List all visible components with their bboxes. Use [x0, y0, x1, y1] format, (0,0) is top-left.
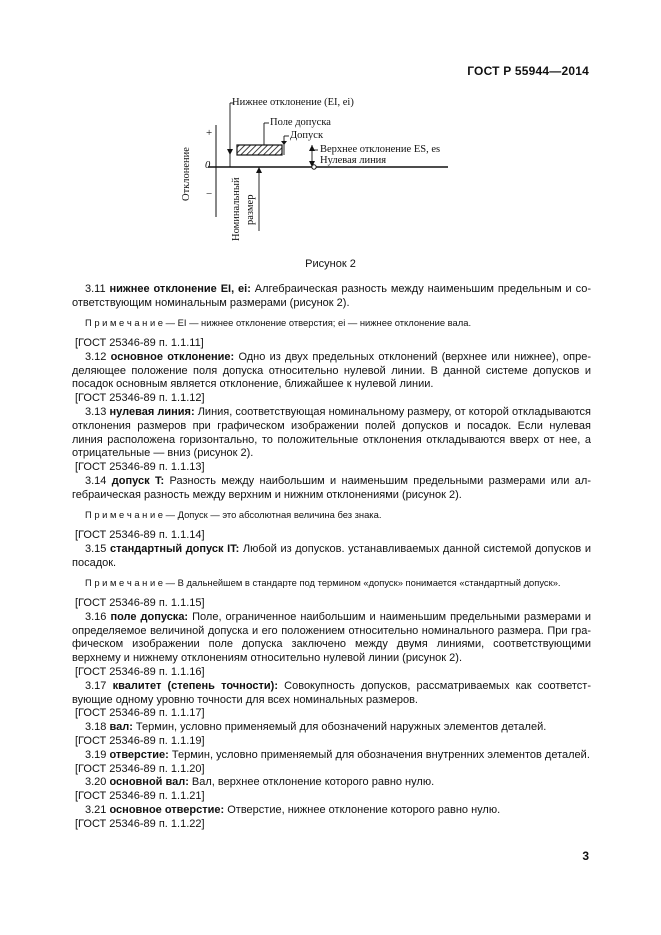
reference-text: [ГОСТ 25346-89 п. 1.1.14] — [75, 529, 205, 542]
note-label: П р и м е ч а н и е — [85, 508, 164, 520]
zero-line-label: Нулевая линия — [320, 155, 387, 166]
reference-text: [ГОСТ 25346-89 п. 1.1.17] — [75, 707, 205, 720]
diagram-lines — [172, 93, 462, 243]
tolerance-zone-rect — [237, 145, 282, 155]
reference-line — [72, 818, 591, 832]
term-definition: Любой из допусков. устанавливаемых данной системой допусков и посадок. — [72, 542, 591, 569]
term-paragraph — [72, 804, 591, 818]
term-definition: Отверстие, нижнее отклонение которого равно нулю. — [224, 804, 501, 816]
reference-text: [ГОСТ 25346-89 п. 1.1.11] — [75, 337, 204, 350]
term-number: 3.11 — [85, 283, 106, 295]
plus-sign: + — [206, 127, 213, 139]
term-paragraph — [72, 611, 591, 666]
term-definition: Одно из двух предельных отклонений (верхнее или нижнее), определяющее положение поля допуска относительно нулевой линии. В данной системе допусков и посадок основным является отклонение, ближайшее к нулевой линии. — [72, 350, 591, 391]
figure-caption: Рисунок 2 — [305, 258, 356, 270]
term-number: 3.16 — [85, 610, 107, 623]
term-number: 3.20 — [85, 776, 107, 789]
term-number: 3.14 — [85, 475, 107, 488]
reference-line — [72, 597, 591, 611]
note-paragraph — [72, 577, 591, 590]
upper-deviation-label: Верхнее отклонение ES, es — [320, 144, 441, 155]
term-name: основное отклонение: — [110, 350, 235, 363]
term-name: допуск T: — [111, 475, 165, 488]
reference-text: [ГОСТ 25346-89 п. 1.1.16] — [75, 666, 205, 679]
term-definition: Термин, условно применяемый для обозначения внутренних элементов деталей. — [168, 748, 590, 761]
tolerance-zone-label: Поле допуска — [270, 117, 331, 128]
reference-text: [ГОСТ 25346-89 п. 1.1.22] — [75, 817, 205, 830]
term-name: нижнее отклонение EI, ei: — [109, 283, 251, 295]
term-name: стандартный допуск IT: — [110, 542, 240, 555]
nominal-size-label-1: Номинальный — [231, 177, 242, 241]
term-paragraph — [72, 475, 591, 503]
reference-text: [ГОСТ 25346-89 п. 1.1.13] — [75, 461, 205, 474]
reference-line — [72, 461, 591, 475]
term-paragraph — [72, 721, 591, 735]
term-number: 3.13 — [85, 406, 107, 419]
note-text: — Допуск — это абсолютная величина без знака. — [163, 508, 382, 520]
reference-line — [72, 707, 591, 721]
reference-text: [ГОСТ 25346-89 п. 1.1.12] — [75, 392, 205, 405]
term-number: 3.15 — [85, 542, 107, 555]
reference-line — [72, 735, 591, 749]
page-number: 3 — [582, 849, 589, 863]
term-name: основное отверстие: — [109, 804, 225, 816]
document-header: ГОСТ Р 55944—2014 — [467, 64, 589, 78]
term-paragraph — [72, 749, 591, 763]
term-definition: Вал, верхнее отклонение которого равно нулю. — [188, 776, 435, 789]
lower-deviation-label: Нижнее отклонение (EI, ei) — [232, 97, 354, 108]
term-number: 3.19 — [85, 748, 107, 761]
nominal-size-label-2: размер — [245, 194, 256, 225]
term-paragraph — [72, 406, 591, 461]
term-number: 3.12 — [85, 350, 107, 363]
reference-line — [72, 790, 591, 804]
note-label: П р и м е ч а н и е — [85, 316, 164, 328]
term-name: отверстие: — [109, 748, 169, 761]
term-name: основной вал: — [109, 776, 189, 789]
reference-text: [ГОСТ 25346-89 п. 1.1.20] — [75, 762, 205, 775]
term-number: 3.18 — [85, 721, 107, 734]
term-definition: Алгебраическая разность между наименьшим предельным и соответствующим номинальным размерами (рисунок 2). — [72, 283, 592, 309]
tolerance-diagram — [172, 93, 462, 243]
reference-line — [72, 529, 591, 543]
note-paragraph — [72, 509, 591, 522]
note-text: — EI — нижнее отклонение отверстия; ei — нижнее отклонение вала. — [163, 316, 472, 328]
term-name: нулевая линия: — [109, 406, 195, 419]
reference-line — [72, 392, 591, 406]
term-number: 3.17 — [85, 679, 107, 692]
term-name: вал: — [109, 721, 133, 734]
tolerance-label: Допуск — [290, 130, 324, 141]
reference-line — [72, 337, 591, 351]
term-definition: Термин, условно применяемый для обозначений наружных элементов деталей. — [132, 721, 547, 734]
term-name: квалитет (степень точности): — [112, 679, 278, 692]
term-paragraph — [72, 283, 591, 311]
term-definition: Линия, соответствующая номинальному размеру, от которой откладываются отклонения размеров при графическом изображении полей допусков и посадок. Если нулевая линия расположена горизонтально, то положительные отклонения откладываются вверх от нее, а отрицательные — вниз (рисунок 2). — [72, 406, 591, 460]
term-definition: Разность между наибольшим и наименьшим предельными размерами или алгебраическая разность между верхним и нижним отклонениями (рисунок 2). — [72, 475, 591, 501]
term-paragraph — [72, 680, 591, 708]
note-paragraph — [72, 317, 591, 330]
reference-text: [ГОСТ 25346-89 п. 1.1.21] — [75, 790, 205, 803]
term-paragraph — [72, 776, 591, 790]
term-paragraph — [72, 351, 591, 392]
term-definition: Поле, ограниченное наибольшим и наименьшим предельными размерами и определяемое величиной допуска и его положением относительно номинального размера. При графическом изображении поле допуска заключено между двумя линиями, соответствующими верхнему и нижнему отклонениям относительно нулевой линии (рисунок 2). — [72, 610, 592, 665]
term-paragraph — [72, 543, 591, 571]
reference-line — [72, 666, 591, 680]
document-body — [72, 283, 591, 832]
note-text: — В дальнейшем в стандарте под термином «допуск» понимается «стандартный допуск». — [163, 576, 561, 588]
reference-text: [ГОСТ 25346-89 п. 1.1.15] — [75, 597, 205, 610]
term-number: 3.21 — [85, 804, 107, 816]
term-definition: Совокупность допусков, рассматриваемых как соответствующие одному уровню точности для всех номинальных размеров. — [72, 679, 591, 706]
zero-mark: 0 — [205, 160, 211, 171]
deviation-axis-label: Отклонение — [181, 147, 192, 201]
reference-line — [72, 763, 591, 777]
note-label: П р и м е ч а н и е — [85, 576, 164, 588]
reference-text: [ГОСТ 25346-89 п. 1.1.19] — [75, 735, 205, 748]
term-name: поле допуска: — [110, 610, 189, 623]
minus-sign: − — [206, 188, 213, 200]
